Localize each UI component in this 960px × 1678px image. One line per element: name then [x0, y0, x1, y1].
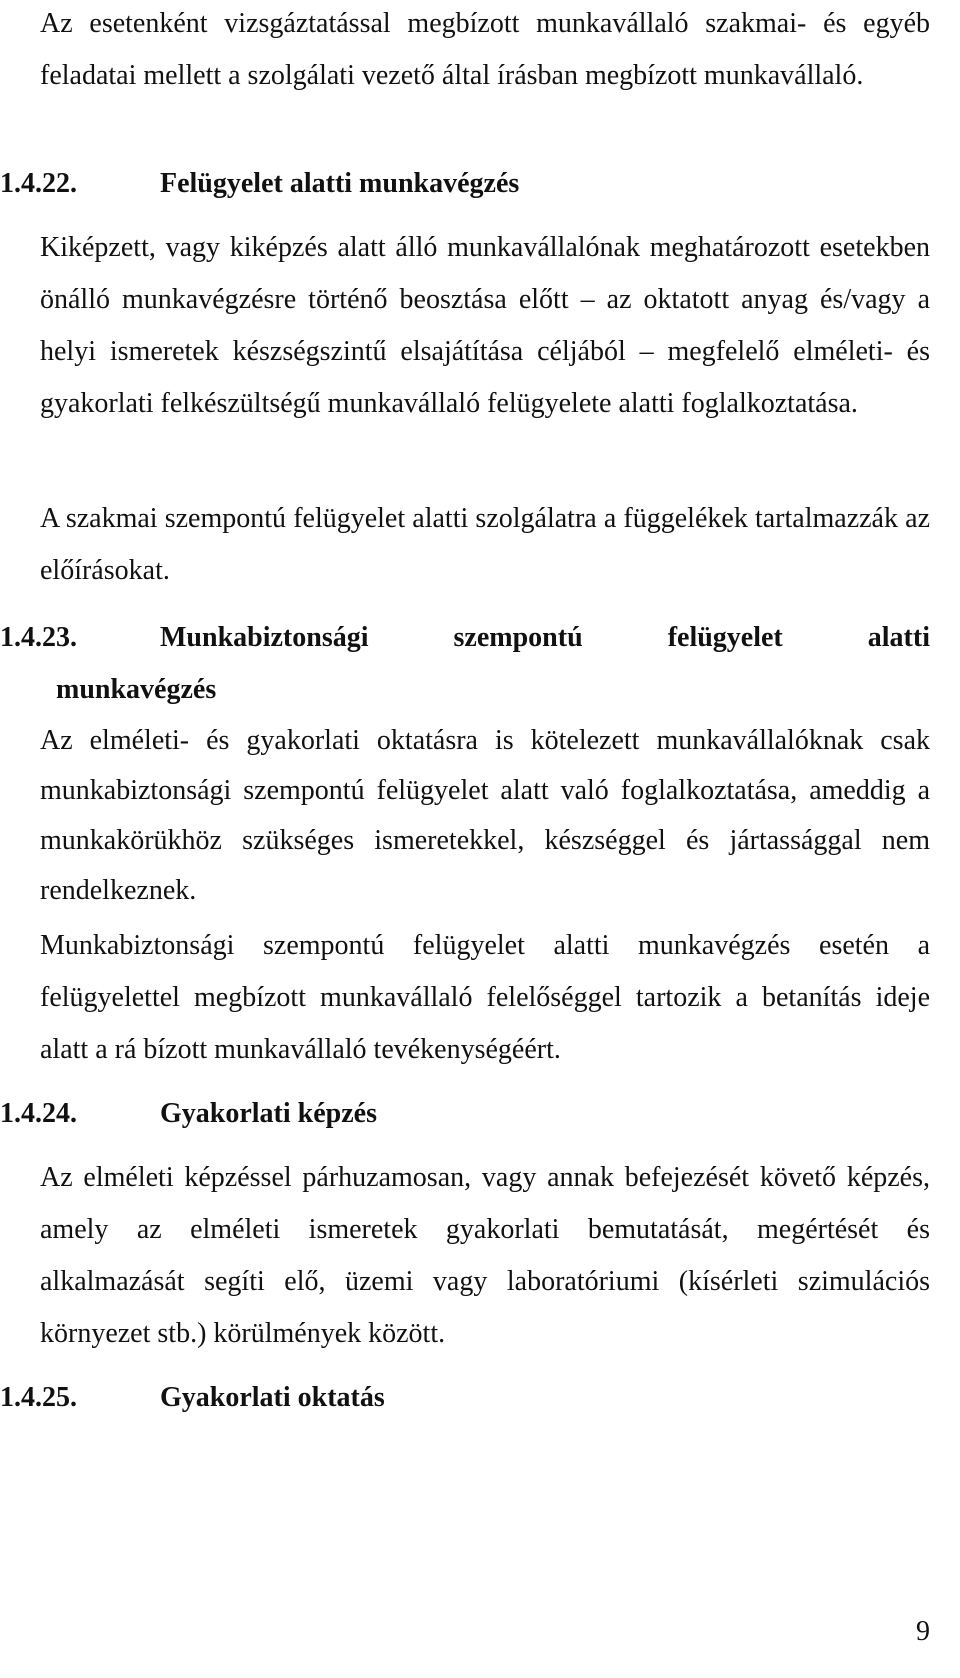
page-number: 9 [916, 1616, 930, 1647]
section-1-4-23-body-2 [40, 920, 930, 1076]
section-title-word: alatti [867, 622, 930, 653]
section-title: Gyakorlati képzés [160, 1098, 377, 1129]
section-1-4-22-body-2 [40, 493, 930, 597]
section-paragraph: A szakmai szempontú felügyelet alatti szolgálatra a függelékek tartalmazzák az előírásokat. [40, 503, 930, 586]
section-paragraph: Kiképzett, vagy kiképzés alatt álló munkavállalónak meghatározott esetekben önálló munkavégzésre történő beosztása előtt – az oktatott anyag és/vagy a helyi ismeretek készségszintű elsajátítása céljából – megfelelő elméleti- és gyakorlati felkészültségű munkavállaló felügyelete alatti foglalkoztatása. [40, 232, 930, 419]
intro-paragraph-block [40, 0, 930, 102]
section-title: Felügyelet alatti munkavégzés [160, 168, 520, 199]
section-number: 1.4.23. [0, 622, 77, 653]
section-title-word: szempontú [453, 622, 583, 653]
section-title [160, 612, 930, 664]
section-title-word: Munkabiztonsági [160, 622, 369, 653]
section-title: Gyakorlati oktatás [160, 1382, 385, 1413]
section-number: 1.4.24. [0, 1098, 77, 1129]
section-1-4-22-body [40, 222, 930, 430]
section-paragraph: Az elméleti képzéssel párhuzamosan, vagy annak befejezését követő képzés, amely az elméleti ismeretek gyakorlati bemutatását, megértését és alkalmazását segíti elő, üzemi vagy laboratóriumi (kísérleti szimulációs környezet stb.) körülmények között. [40, 1162, 930, 1349]
section-1-4-23-body [40, 716, 930, 916]
section-paragraph: Az elméleti- és gyakorlati oktatásra is kötelezett munkavállalóknak csak munkabiztonsági szempontú felügyelet alatt való foglalkoztatása, ameddig a munkakörükhöz szükséges ismeretekkel, készséggel és jártassággal nem rendelkeznek. [40, 725, 930, 906]
section-1-4-24-body [40, 1152, 930, 1360]
section-number: 1.4.25. [0, 1382, 77, 1413]
section-paragraph: Munkabiztonsági szempontú felügyelet alatti munkavégzés esetén a felügyelettel megbízott munkavállaló felelőséggel tartozik a betanítás ideje alatt a rá bízott munkavállaló tevékenységéért. [40, 930, 930, 1065]
intro-paragraph: Az esetenként vizsgáztatással megbízott munkavállaló szakmai- és egyéb feladatai mellett a szolgálati vezető által írásban megbízott munkavállaló. [40, 8, 930, 91]
section-title-continuation: munkavégzés [56, 674, 217, 705]
section-title-word: felügyelet [667, 622, 783, 653]
section-number: 1.4.22. [0, 168, 77, 199]
